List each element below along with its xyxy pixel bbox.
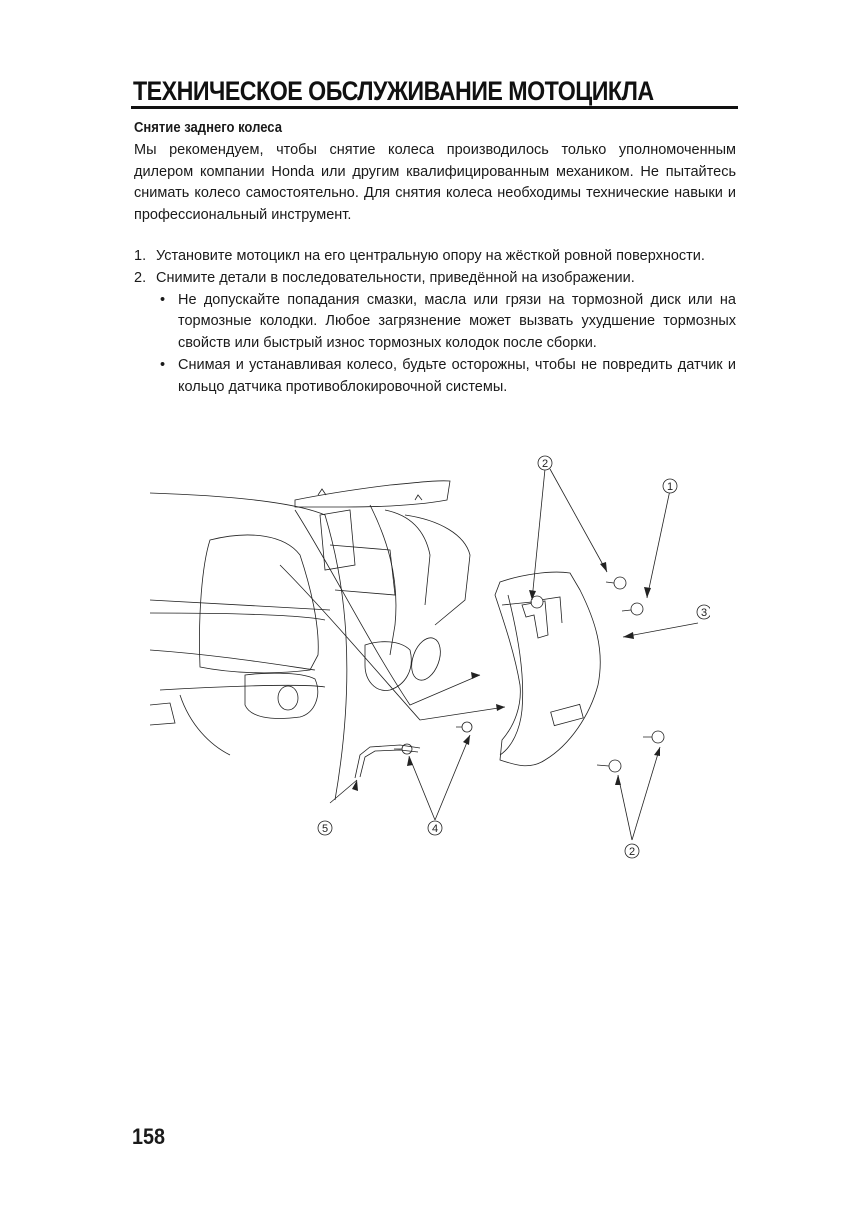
bullet-item xyxy=(156,290,736,355)
section-heading: Снятие заднего колеса xyxy=(134,120,282,136)
bullet-text: Снимая и устанавливая колесо, будьте осторожны, чтобы не повредить датчик и кольцо датчика противоблокировочной системы. xyxy=(178,356,736,395)
step-text: Снимите детали в последовательности, приведённой на изображении. xyxy=(156,269,635,286)
bullet-icon: • xyxy=(160,356,166,373)
svg-text:5: 5 xyxy=(321,823,329,835)
page-number: 158 xyxy=(132,1124,166,1149)
svg-text:2: 2 xyxy=(628,846,636,858)
svg-text:1: 1 xyxy=(666,481,674,493)
steps-list xyxy=(134,246,736,399)
step-number: 1. xyxy=(134,248,147,264)
step-text: Установите мотоцикл на его центральную опору на жёсткой ровной поверхности. xyxy=(156,248,705,264)
svg-text:4: 4 xyxy=(431,823,439,835)
step-number: 2. xyxy=(134,269,147,286)
title-underline-divider xyxy=(131,106,738,109)
rear-wheel-removal-section xyxy=(134,118,736,227)
intro-paragraph: Мы рекомендуем, чтобы снятие колеса производилось только уполномоченным дилером компании Honda или другим квалифицированным механиком. Не пытайтесь снимать колесо самостоятельно. Для снятия колеса необходимы технические навыки и профессиональный инструмент. xyxy=(134,141,736,224)
step-2-bullets xyxy=(156,290,736,399)
bullet-text: Не допускайте попадания смазки, масла или грязи на тормозной диск или на тормозные колодки. Любое загрязнение может вызвать ухудшение тормозных свойств или быстрый износ тормозных колодок после сборки. xyxy=(178,291,736,352)
step-1 xyxy=(134,246,736,268)
svg-text:2: 2 xyxy=(541,458,549,470)
svg-text:3: 3 xyxy=(700,607,708,619)
bullet-item xyxy=(156,355,736,399)
page-title: ТЕХНИЧЕСКОЕ ОБСЛУЖИВАНИЕ МОТОЦИКЛА xyxy=(133,76,654,106)
rear-cover-removal-illustration xyxy=(150,455,710,875)
bullet-icon: • xyxy=(160,291,166,308)
step-2 xyxy=(134,268,736,399)
